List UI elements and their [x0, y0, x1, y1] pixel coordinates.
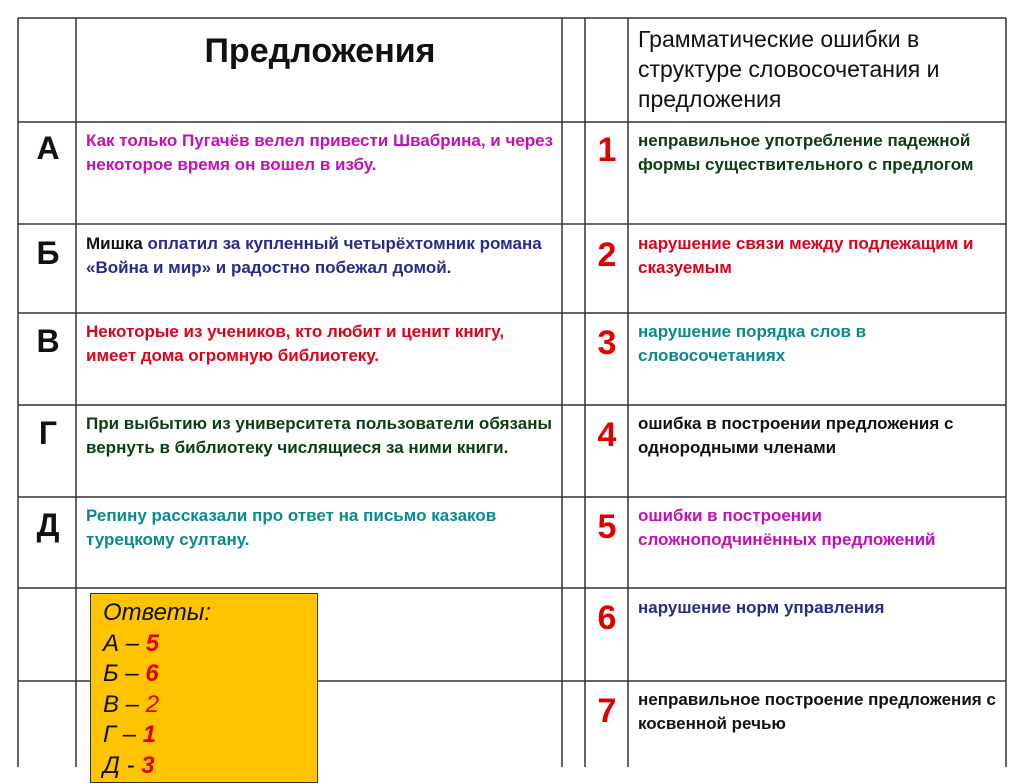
sentence-g-text: При выбытию из университета пользователи обязаны вернуть в библиотеку числящиеся за ними книги.	[86, 414, 552, 457]
row-letter-b: Б	[36, 235, 60, 271]
error-number-6: 6	[597, 599, 617, 637]
sentence-b	[86, 232, 558, 280]
error-number-5: 5	[597, 508, 617, 546]
error-number-3: 3	[597, 324, 617, 362]
error-text-3: нарушение порядка слов в словосочетаниях	[638, 322, 867, 365]
answer-letter: Б	[103, 660, 119, 687]
error-text-1: неправильное употребление падежной формы существительного с предлогом	[638, 131, 974, 174]
sentence-d	[86, 504, 558, 552]
sentence-b-text: оплатил за купленный четырёхтомник романа «Война и мир» и радостно побежал домой.	[86, 234, 542, 277]
error-number-1: 1	[597, 131, 617, 169]
answer-item	[103, 659, 317, 690]
sentence-a	[86, 129, 558, 177]
answer-item	[103, 751, 317, 782]
answer-letter: Г	[103, 721, 117, 748]
answer-letter: А	[103, 629, 120, 657]
error-text-5: ошибки в построении сложноподчинённых предложений	[638, 506, 936, 549]
sentence-v-text: Некоторые из учеников, кто любит и ценит книгу, имеет дома огромную библиотеку.	[86, 322, 505, 365]
sentences-column-header: Предложения	[204, 32, 436, 70]
row-letter-d: Д	[36, 507, 60, 543]
row-letter-g: Г	[38, 415, 58, 451]
row-letter-a: А	[36, 130, 60, 166]
error-text-6: нарушение норм управления	[638, 598, 885, 617]
sentence-v	[86, 320, 558, 368]
error-number-4: 4	[597, 416, 617, 454]
sentence-a-text: Как только Пугачёв велел привести Швабрина, и через некоторое время он вошел в избу.	[86, 131, 554, 174]
error-number-7: 7	[597, 692, 617, 730]
sentence-b-subject: Мишка	[86, 234, 148, 253]
answer-sep: –	[118, 660, 146, 687]
answer-value: 6	[145, 660, 159, 687]
answer-item	[103, 629, 317, 660]
answer-value: 1	[142, 721, 157, 748]
answer-item	[103, 720, 317, 751]
answers-title: Ответы:	[103, 599, 212, 626]
answer-value: 3	[141, 751, 155, 779]
answer-sep: –	[119, 690, 146, 718]
sentence-g	[86, 412, 558, 460]
answer-sep: –	[119, 629, 146, 657]
error-number-2: 2	[597, 236, 617, 274]
error-text-2: нарушение связи между подлежащим и сказуемым	[638, 234, 974, 277]
error-text-4: ошибка в построении предложения с однородными членами	[638, 414, 954, 457]
errors-column-header: Грамматические ошибки в структуре словосочетания и предложения	[638, 26, 940, 112]
answer-letter: Д	[103, 751, 120, 779]
answer-value: 2	[145, 690, 160, 718]
row-letter-v: В	[36, 323, 60, 359]
answers-box	[90, 593, 318, 783]
answer-letter: В	[103, 690, 120, 718]
answer-item	[103, 690, 317, 721]
answer-sep: -	[119, 751, 142, 779]
answer-sep: –	[116, 721, 143, 748]
sentence-d-text: Репину рассказали про ответ на письмо казаков турецкому султану.	[86, 506, 497, 549]
answer-value: 5	[145, 629, 160, 657]
error-text-7: неправильное построение предложения с косвенной речью	[638, 690, 996, 733]
